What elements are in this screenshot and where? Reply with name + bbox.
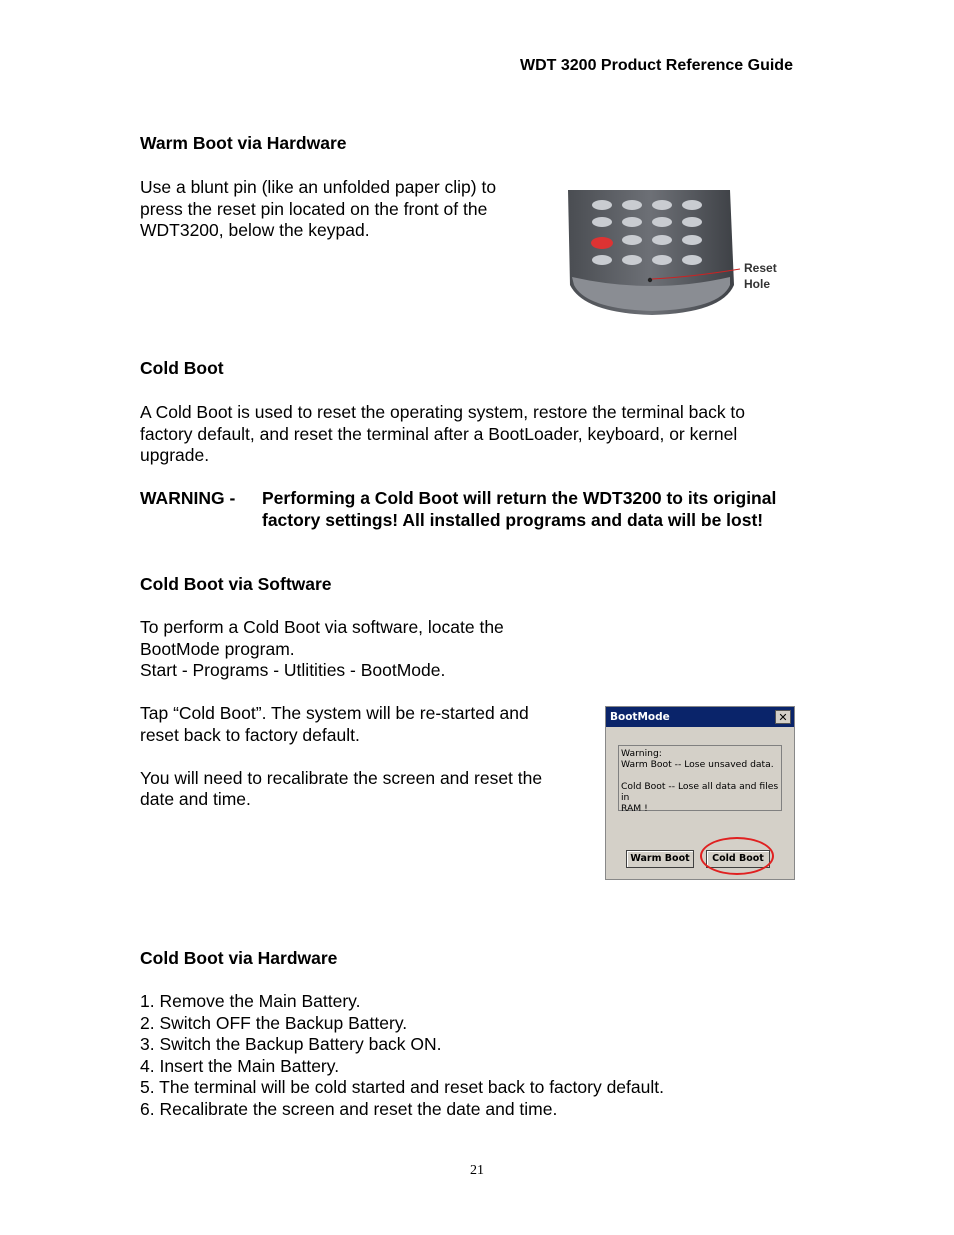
text-line: WDT3200, below the keypad. — [140, 220, 370, 240]
text-line: You will need to recalibrate the screen and reset the — [140, 767, 543, 788]
text-line: date and time. — [140, 789, 251, 809]
dialog-message — [618, 745, 782, 814]
text-line: reset back to factory default. — [140, 724, 360, 745]
list-item: 2. Switch OFF the Backup Battery. — [140, 1012, 408, 1033]
warning-text — [262, 488, 822, 531]
section-heading-warm-boot-hardware: Warm Boot via Hardware — [140, 133, 347, 153]
text-line: Performing a Cold Boot will return the WDT3200 to its original — [262, 488, 777, 508]
text-line: Warm Boot -- Lose unsaved data. — [621, 759, 774, 770]
section-heading-cold-boot-hardware: Cold Boot via Hardware — [140, 948, 338, 968]
figure-label-hole: Hole — [744, 277, 771, 291]
section-heading-cold-boot-software: Cold Boot via Software — [140, 574, 332, 594]
page-number: 21 — [470, 1163, 484, 1178]
section-heading-cold-boot: Cold Boot — [140, 358, 224, 378]
list-item: 1. Remove the Main Battery. — [140, 991, 361, 1011]
bootmode-dialog — [605, 706, 795, 880]
power-key — [591, 237, 613, 249]
dialog-title: BootMode — [606, 707, 794, 727]
warning-label: WARNING - — [140, 488, 236, 508]
text-line: A Cold Boot is used to reset the operating system, restore the terminal back to — [140, 402, 746, 422]
figure-label-reset: Reset — [744, 261, 777, 275]
text-line: RAM ! — [621, 803, 648, 814]
cold-boot-button[interactable]: Cold Boot — [706, 850, 770, 868]
cold-boot-text — [140, 402, 820, 467]
cold-boot-software-text — [140, 617, 600, 811]
highlight-circle — [700, 837, 774, 875]
text-line: BootMode program. — [140, 638, 295, 659]
warm-boot-button[interactable]: Warm Boot — [626, 850, 694, 868]
text-line: upgrade. — [140, 445, 210, 465]
text-line: factory default, and reset the terminal after a BootLoader, keyboard, or kernel — [140, 423, 738, 444]
close-icon[interactable]: ✕ — [775, 710, 791, 724]
reset-hole — [648, 278, 652, 282]
text-line: Warning: — [621, 748, 662, 759]
text-line: press the reset pin located on the front of the — [140, 198, 488, 219]
text-line: Use a blunt pin (like an unfolded paper clip) to — [140, 177, 497, 197]
device-keypad-illustration — [562, 185, 792, 320]
text-line: Tap “Cold Boot”. The system will be re-started and — [140, 703, 529, 723]
list-item: 5. The terminal will be cold started and reset back to factory default. — [140, 1077, 664, 1097]
list-item: 3. Switch the Backup Battery back ON. — [140, 1034, 442, 1054]
cold-boot-hardware-steps — [140, 991, 820, 1120]
list-item: 4. Insert the Main Battery. — [140, 1055, 340, 1076]
running-header: WDT 3200 Product Reference Guide — [520, 57, 793, 74]
text-line: To perform a Cold Boot via software, locate the — [140, 617, 504, 637]
text-line: Start - Programs - Utlitities - BootMode. — [140, 660, 446, 680]
text-line: factory settings! All installed programs and data will be lost! — [262, 509, 764, 530]
list-item: 6. Recalibrate the screen and reset the date and time. — [140, 1098, 558, 1119]
text-line: Cold Boot -- Lose all data and files in — [621, 781, 779, 803]
